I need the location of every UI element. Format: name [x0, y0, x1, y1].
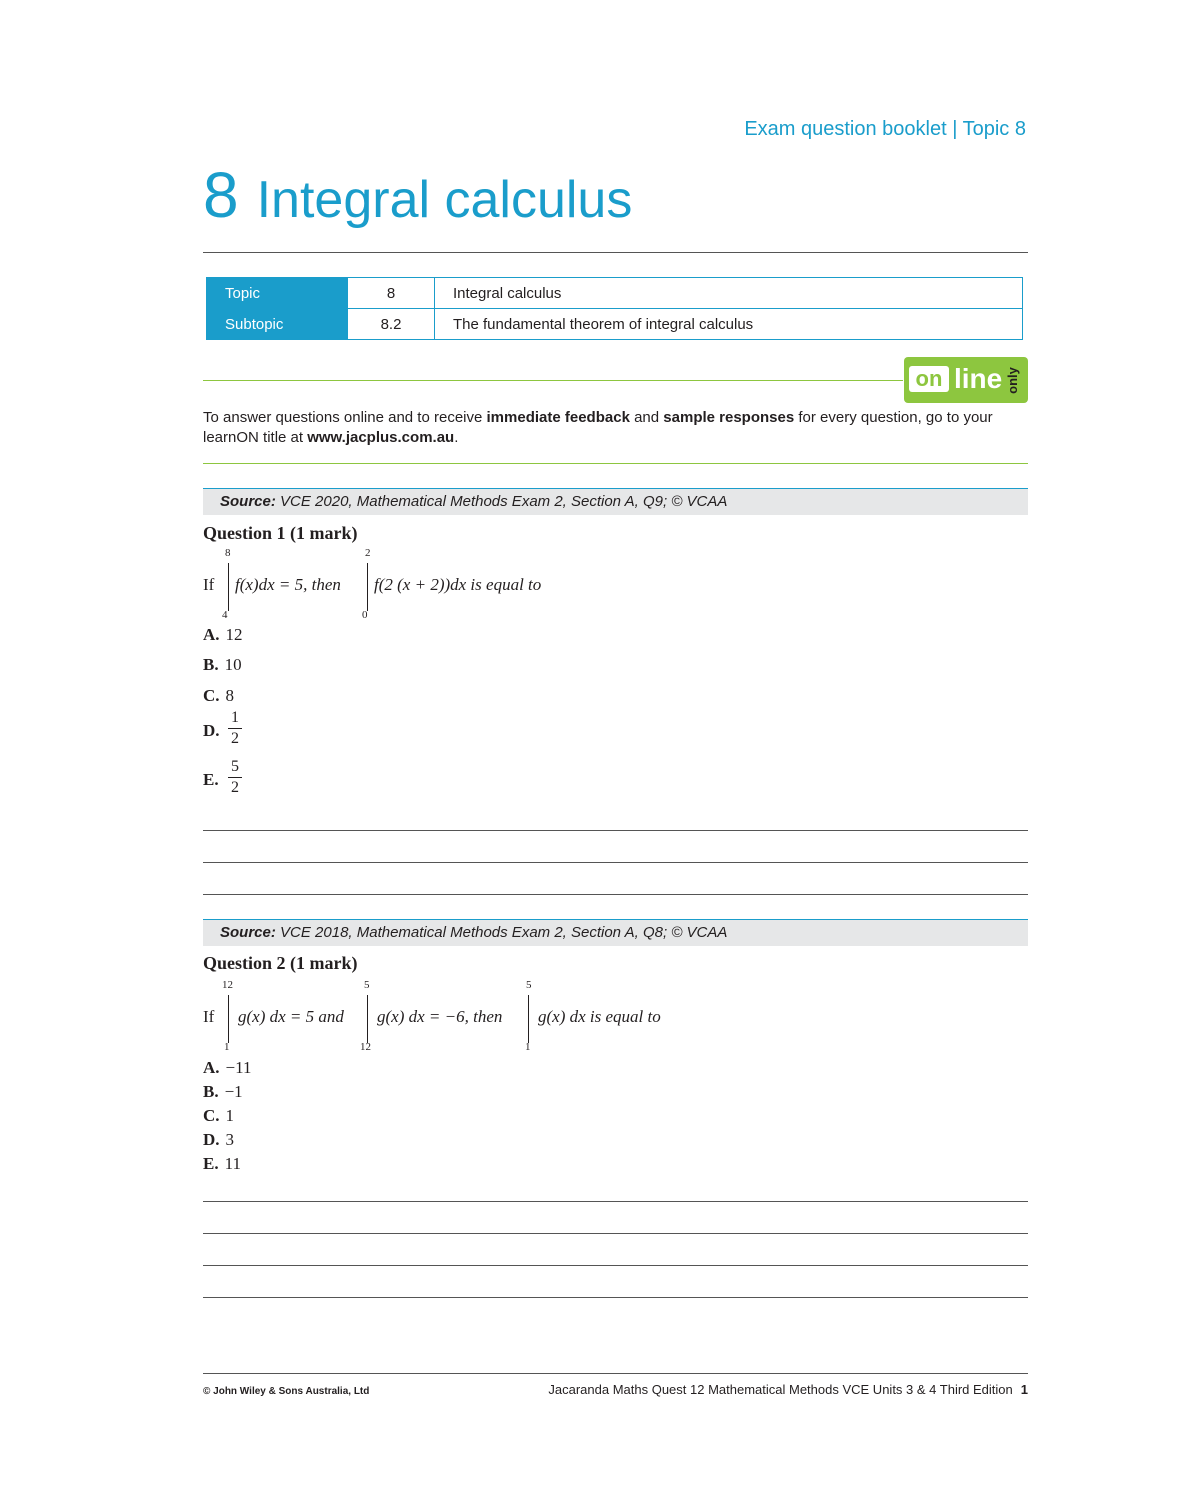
answer-line[interactable] [203, 1265, 1028, 1266]
online-only-logo [904, 357, 1028, 403]
integral-3-lower: 1 [525, 1041, 531, 1053]
integral-1-upper: 12 [222, 979, 233, 991]
topic-row [207, 278, 1023, 309]
chapter-number: 8 [203, 159, 239, 231]
integral-sign [228, 995, 229, 1043]
fraction-bar [228, 777, 242, 778]
option-value: −1 [224, 1082, 243, 1101]
integral-1-lower: 4 [222, 609, 228, 621]
online-logo-line: line [954, 363, 1003, 394]
option-letter: C. [203, 686, 220, 705]
intro-text: and [629, 409, 664, 426]
stem-if: If [203, 1007, 215, 1026]
source-label: Source: [220, 493, 276, 510]
question-label: Question 1 [203, 523, 291, 543]
topic-title: Integral calculus [435, 278, 1023, 309]
fraction-numerator: 5 [231, 758, 239, 775]
integral-2-expression: f(2 (x + 2))dx is equal to [374, 575, 542, 594]
option-c[interactable] [203, 686, 234, 706]
fraction-denominator: 2 [231, 730, 239, 747]
online-divider-bottom [203, 463, 1028, 464]
chapter-title [203, 158, 632, 232]
option-value: 3 [225, 1130, 235, 1149]
answer-line[interactable] [203, 894, 1028, 895]
integral-2-upper: 2 [365, 547, 371, 559]
topic-table [206, 277, 1023, 340]
option-a[interactable] [203, 1058, 252, 1078]
option-value: 8 [225, 686, 235, 705]
answer-line[interactable] [203, 1233, 1028, 1234]
chapter-title-text: Integral calculus [256, 171, 633, 229]
online-divider-top [203, 380, 903, 381]
source-text: VCE 2020, Mathematical Methods Exam 2, Section A, Q9; © VCAA [275, 493, 728, 510]
source-text: VCE 2018, Mathematical Methods Exam 2, Section A, Q8; © VCAA [275, 924, 728, 941]
subtopic-title: The fundamental theorem of integral calculus [435, 309, 1023, 340]
intro-bold-feedback: immediate feedback [486, 409, 630, 426]
fraction-bar [228, 728, 242, 729]
option-letter: A. [203, 625, 220, 644]
integral-3-upper: 5 [526, 979, 532, 991]
option-c[interactable] [203, 1106, 234, 1126]
option-letter: E. [203, 1154, 219, 1173]
option-a[interactable] [203, 625, 243, 645]
intro-text: . [454, 429, 459, 446]
fraction-numerator: 1 [231, 709, 239, 726]
footer-book-title: Jacaranda Maths Quest 12 Mathematical Methods VCE Units 3 & 4 Third Edition [548, 1382, 1013, 1397]
footer-copyright: © John Wiley & Sons Australia, Ltd [203, 1386, 370, 1397]
option-letter: E. [203, 770, 219, 789]
question-marks: (1 mark) [290, 953, 358, 973]
option-e[interactable] [203, 1154, 241, 1174]
option-value: 10 [224, 655, 242, 674]
option-letter: D. [203, 1130, 220, 1149]
source-label: Source: [220, 924, 276, 941]
option-value: 11 [224, 1154, 241, 1173]
integral-1-upper: 8 [225, 547, 231, 559]
option-letter: C. [203, 1106, 220, 1125]
answer-line[interactable] [203, 1297, 1028, 1298]
integral-1-lower: 1 [224, 1041, 230, 1053]
topic-label: Topic [207, 278, 348, 309]
subtopic-number: 8.2 [348, 309, 435, 340]
integral-2-upper: 5 [364, 979, 370, 991]
footer-book-info [548, 1382, 1028, 1397]
subtopic-label: Subtopic [207, 309, 348, 340]
footer-divider [203, 1373, 1028, 1374]
integral-1-expression: f(x)dx = 5, then [235, 575, 341, 594]
option-letter: D. [203, 721, 220, 740]
option-value: 12 [225, 625, 243, 644]
page-number: 1 [1020, 1382, 1028, 1397]
question-marks: (1 mark) [290, 523, 358, 543]
title-divider [203, 252, 1028, 253]
option-value: 1 [225, 1106, 235, 1125]
online-logo-only: only [1004, 367, 1020, 394]
option-letter: B. [203, 655, 219, 674]
jacplus-link[interactable]: www.jacplus.com.au [307, 429, 455, 446]
stem-if: If [203, 575, 215, 594]
question-1-source [203, 488, 1028, 515]
question-1-title [203, 523, 358, 544]
option-letter: B. [203, 1082, 219, 1101]
fraction-denominator: 2 [231, 779, 239, 796]
option-d[interactable] [203, 721, 226, 741]
booklet-header-tag: Exam question booklet | Topic 8 [744, 118, 1026, 140]
subtopic-row [207, 309, 1023, 340]
integral-sign [228, 563, 229, 611]
answer-line[interactable] [203, 830, 1028, 831]
answer-line[interactable] [203, 1201, 1028, 1202]
integral-1-expression: g(x) dx = 5 and [238, 1007, 344, 1026]
question-2-source [203, 919, 1028, 946]
online-instructions [203, 408, 1023, 448]
answer-line[interactable] [203, 862, 1028, 863]
option-e[interactable] [203, 770, 225, 790]
integral-sign [367, 995, 368, 1043]
integral-sign [528, 995, 529, 1043]
option-d[interactable] [203, 1130, 234, 1150]
intro-text: for every question, go to your learnON title at [203, 409, 993, 446]
integral-sign [367, 563, 368, 611]
integral-3-expression: g(x) dx is equal to [538, 1007, 661, 1026]
option-e-fraction [228, 758, 242, 797]
question-2-title [203, 953, 358, 974]
option-b[interactable] [203, 1082, 243, 1102]
option-b[interactable] [203, 655, 242, 675]
option-d-fraction [228, 709, 242, 748]
question-label: Question 2 [203, 953, 291, 973]
option-value: −11 [225, 1058, 252, 1077]
integral-2-lower: 0 [362, 609, 368, 621]
integral-2-expression: g(x) dx = −6, then [377, 1007, 503, 1026]
option-letter: A. [203, 1058, 220, 1077]
integral-2-lower: 12 [360, 1041, 371, 1053]
online-logo-on: on [909, 366, 949, 392]
intro-bold-responses: sample responses [663, 409, 795, 426]
topic-number: 8 [348, 278, 435, 309]
intro-text: To answer questions online and to receive [203, 409, 487, 426]
